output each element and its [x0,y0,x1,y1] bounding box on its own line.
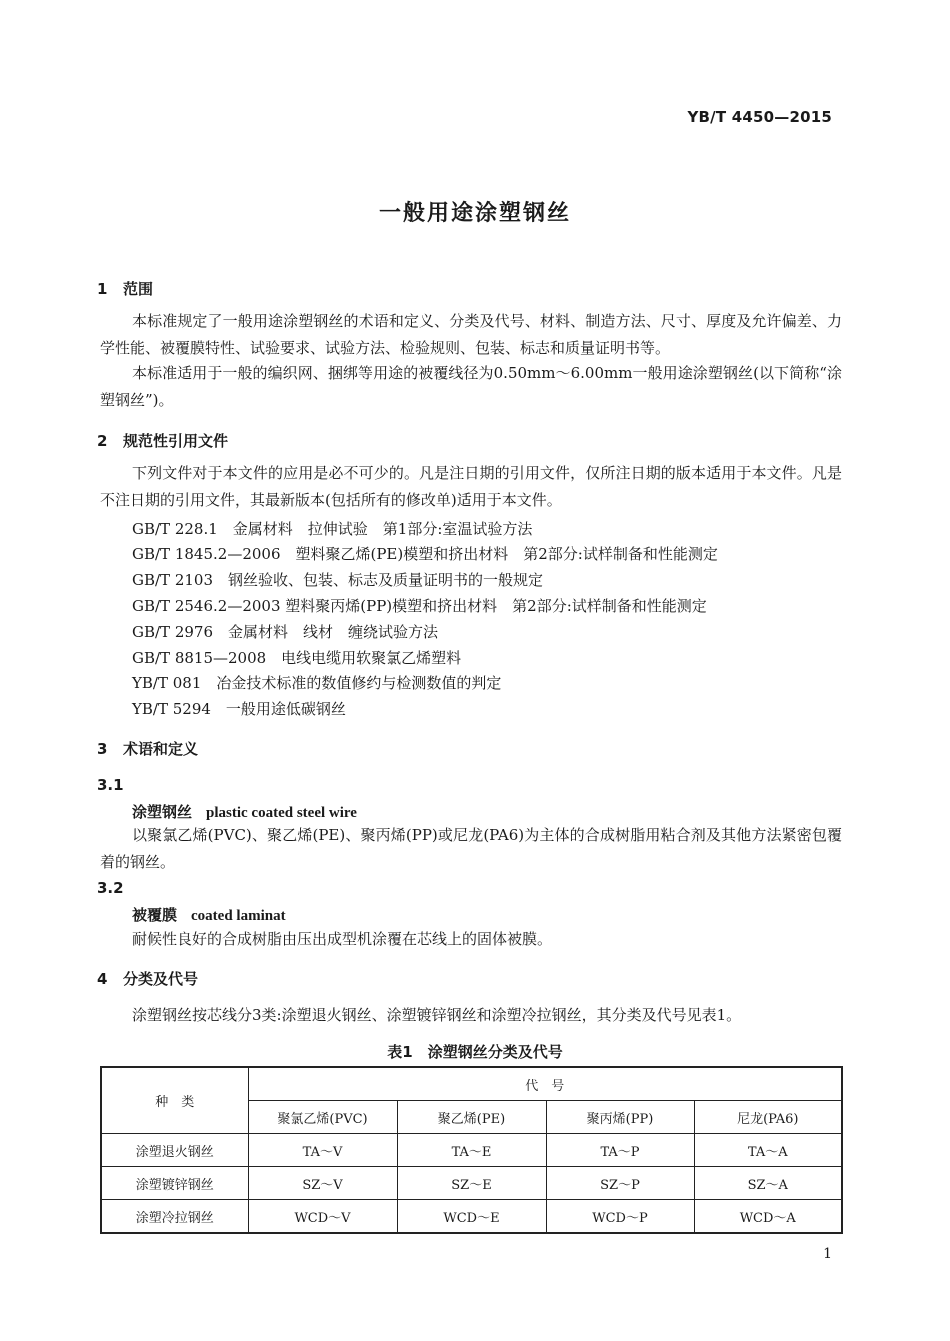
term-number: 3.2 [97,879,124,897]
table-cell-kind: 涂塑镀锌钢丝 [101,1167,248,1200]
term-chinese: 涂塑钢丝 [132,803,193,821]
table-column-header: 聚乙烯(PE) [397,1101,546,1134]
section-2-heading [97,430,228,451]
table-row [101,1167,842,1200]
table-header-code: 代 号 [248,1067,842,1101]
term-heading [132,801,357,822]
table-cell: SZ～E [397,1167,546,1200]
table-caption: 表1 涂塑钢丝分类及代号 [387,1043,563,1061]
section-number: 4 [97,970,108,988]
term-heading [132,904,286,925]
section-1-paragraph-2: 本标准适用于一般的编织网、捆绑等用途的被覆线径为0.50mm～6.00mm一般用途涂塑钢丝(以下简称“涂塑钢丝”)。 [100,364,842,409]
section-1-paragraph-1: 本标准规定了一般用途涂塑钢丝的术语和定义、分类及代号、材料、制造方法、尺寸、厚度及允许偏差、力学性能、被覆膜特性、试验要求、试验方法、检验规则、包装、标志和质量证明书等。 [100,312,842,357]
section-4-heading [97,968,198,989]
section-2-paragraph-1: 下列文件对于本文件的应用是必不可少的。凡是注日期的引用文件，仅所注日期的版本适用于本文件。凡是不注日期的引用文件，其最新版本(包括所有的修改单)适用于本文件。 [100,464,842,509]
table-row [101,1200,842,1234]
term-english: coated laminat [191,908,286,924]
section-title: 规范性引用文件 [123,432,229,450]
reference-item: GB/T 228.1 金属材料 拉伸试验 第1部分:室温试验方法 [132,520,533,538]
table-row [101,1134,842,1167]
reference-item: YB/T 5294 一般用途低碳钢丝 [132,700,346,718]
section-4-paragraph-1: 涂塑钢丝按芯线分3类:涂塑退火钢丝、涂塑镀锌钢丝和涂塑冷拉钢丝，其分类及代号见表1。 [132,1006,742,1024]
table-cell: TA～A [694,1134,842,1167]
table-cell: TA～P [546,1134,694,1167]
reference-item: GB/T 1845.2—2006 塑料聚乙烯(PE)模塑和挤出材料 第2部分:试样制备和性能测定 [132,545,718,563]
reference-item: GB/T 2103 钢丝验收、包装、标志及质量证明书的一般规定 [132,571,544,589]
table-column-header: 聚丙烯(PP) [546,1101,694,1134]
table-cell: TA～V [248,1134,397,1167]
section-title: 分类及代号 [123,970,199,988]
section-3-heading [97,738,198,759]
section-number: 3 [97,740,108,758]
table-cell: WCD～V [248,1200,397,1234]
reference-item: GB/T 8815—2008 电线电缆用软聚氯乙烯塑料 [132,649,462,667]
table-header-kind: 种 类 [101,1067,248,1134]
table-cell: WCD～P [546,1200,694,1234]
reference-item: YB/T 081 冶金技术标准的数值修约与检测数值的判定 [132,674,502,692]
table-cell: WCD～E [397,1200,546,1234]
table-cell: TA～E [397,1134,546,1167]
classification-table [100,1066,843,1234]
term-english: plastic coated steel wire [206,805,357,821]
table-cell: SZ～P [546,1167,694,1200]
table-cell: SZ～A [694,1167,842,1200]
table-cell-kind: 涂塑冷拉钢丝 [101,1200,248,1234]
reference-item: GB/T 2546.2—2003 塑料聚丙烯(PP)模塑和挤出材料 第2部分:试样制备和性能测定 [132,597,707,615]
page-number: 1 [823,1246,832,1262]
table-column-header: 尼龙(PA6) [694,1101,842,1134]
term-definition: 耐候性良好的合成树脂由压出成型机涂覆在芯线上的固体被膜。 [132,930,553,948]
section-1-heading [97,278,153,299]
term-number: 3.1 [97,776,124,794]
reference-item: GB/T 2976 金属材料 线材 缠绕试验方法 [132,623,439,641]
section-title: 范围 [123,280,154,298]
section-number: 1 [97,280,108,298]
table-cell-kind: 涂塑退火钢丝 [101,1134,248,1167]
standard-code: YB/T 4450—2015 [687,108,832,126]
section-title: 术语和定义 [123,740,199,758]
term-definition: 以聚氯乙烯(PVC)、聚乙烯(PE)、聚丙烯(PP)或尼龙(PA6)为主体的合成树脂用粘合剂及其他方法紧密包覆着的钢丝。 [100,826,842,871]
table-column-header: 聚氯乙烯(PVC) [248,1101,397,1134]
term-chinese: 被覆膜 [132,906,178,924]
table-cell: SZ～V [248,1167,397,1200]
table-cell: WCD～A [694,1200,842,1234]
document-title: 一般用途涂塑钢丝 [378,201,571,226]
section-number: 2 [97,432,108,450]
